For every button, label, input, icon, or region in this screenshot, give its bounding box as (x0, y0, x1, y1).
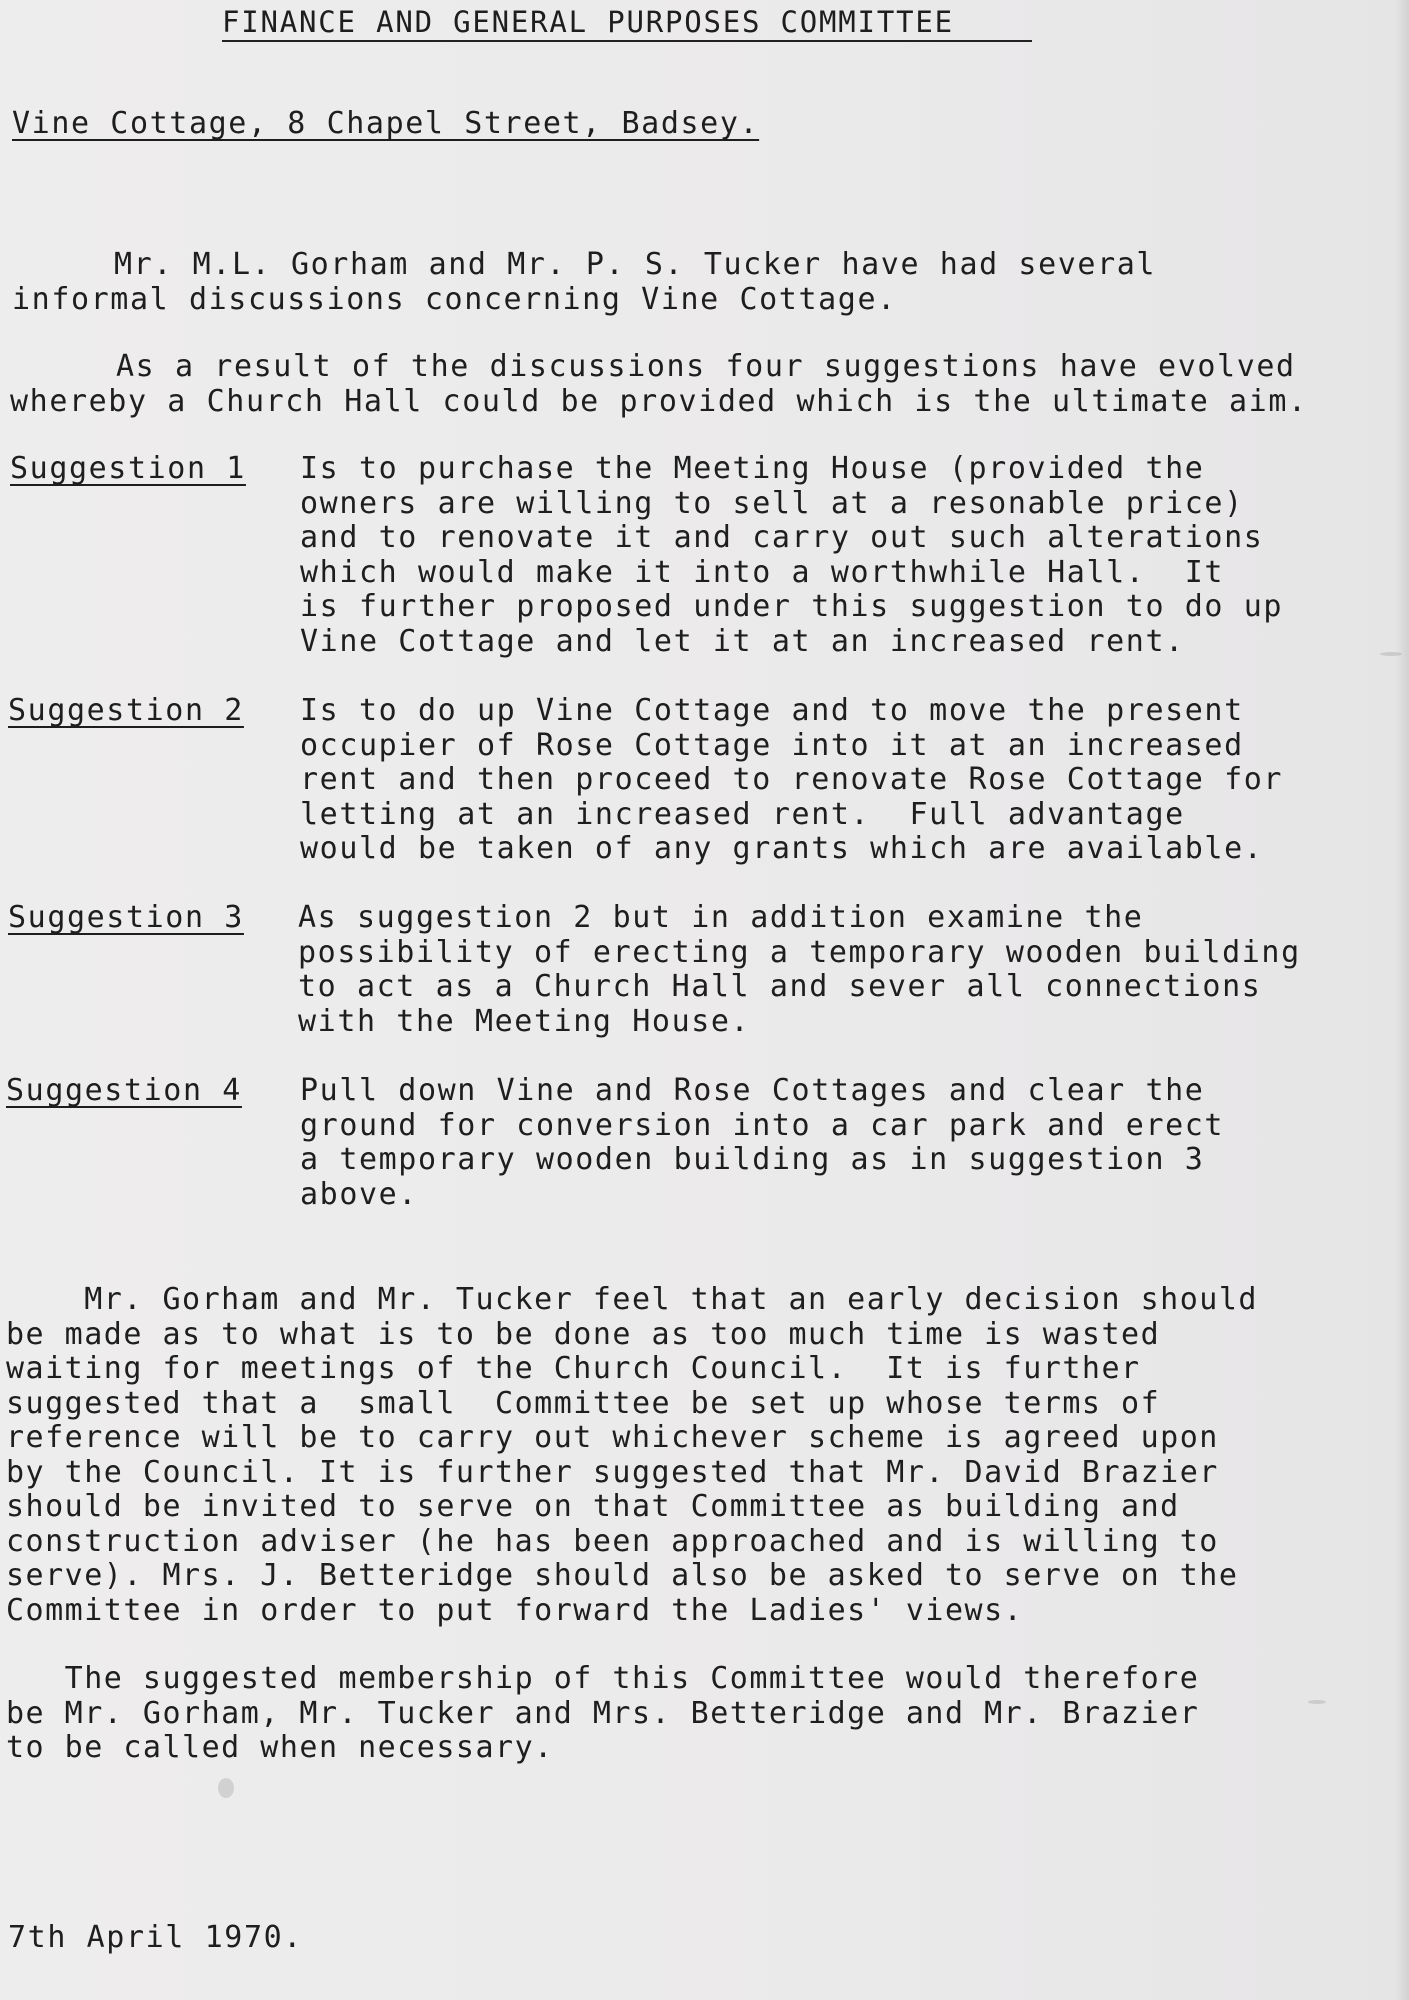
paper-mark (1308, 1700, 1326, 1704)
paper-mark (1380, 652, 1402, 656)
intro-paragraph-1: Mr. M.L. Gorham and Mr. P. S. Tucker have had several informal discussions concerning Vine Cottage. (12, 247, 1157, 317)
suggestion-1-text: Is to purchase the Meeting House (provided the owners are willing to sell at a resonable price) and to renovate it and carry out such alterations which would make it into a worthwhile Hall. It is further proposed under this suggestion to do up Vine Cottage and let it at an increased rent. (300, 451, 1284, 659)
suggestion-2-label: Suggestion 2 (8, 693, 244, 728)
document-date: 7th April 1970. (8, 1920, 303, 1955)
page-edge-shadow (1395, 0, 1409, 2000)
closing-paragraph-1: Mr. Gorham and Mr. Tucker feel that an early decision should be made as to what is to be done as too much time is wasted waiting for meetings of the Church Council. It is further suggested that a small Committee be set up whose terms of reference will be to carry out whichever scheme is agreed upon by the Council. It is further suggested that Mr. David Brazier should be invited to serve on that Committee as building and construction adviser (he has been approached and is willing to serve). Mrs. J. Betteridge should also be asked to serve on the Committee in order to put forward the Ladies' views. (6, 1282, 1258, 1628)
paper-smudge (218, 1778, 234, 1798)
document-title: FINANCE AND GENERAL PURPOSES COMMITTEE (222, 4, 1032, 42)
closing-paragraph-2: The suggested membership of this Committee would therefore be Mr. Gorham, Mr. Tucker and Mrs. Betteridge and Mr. Brazier to be called when necessary. (6, 1661, 1200, 1765)
suggestion-1-label: Suggestion 1 (10, 451, 246, 486)
suggestion-2-text: Is to do up Vine Cottage and to move the present occupier of Rose Cottage into it at an increased rent and then proceed to renovate Rose Cottage for letting at an increased rent. Full advantage would be taken of any grants which are available. (300, 693, 1284, 866)
suggestion-3-text: As suggestion 2 but in addition examine the possibility of erecting a temporary wooden building to act as a Church Hall and sever all connections with the Meeting House. (298, 900, 1301, 1039)
document-subtitle: Vine Cottage, 8 Chapel Street, Badsey. (12, 106, 760, 141)
suggestion-4-label: Suggestion 4 (6, 1073, 242, 1108)
intro-paragraph-2: As a result of the discussions four suggestions have evolved whereby a Church Hall could be provided which is the ultimate aim. (10, 349, 1308, 419)
suggestion-4-text: Pull down Vine and Rose Cottages and clear the ground for conversion into a car park and erect a temporary wooden building as in suggestion 3 above. (300, 1073, 1225, 1212)
suggestion-3-label: Suggestion 3 (8, 900, 244, 935)
